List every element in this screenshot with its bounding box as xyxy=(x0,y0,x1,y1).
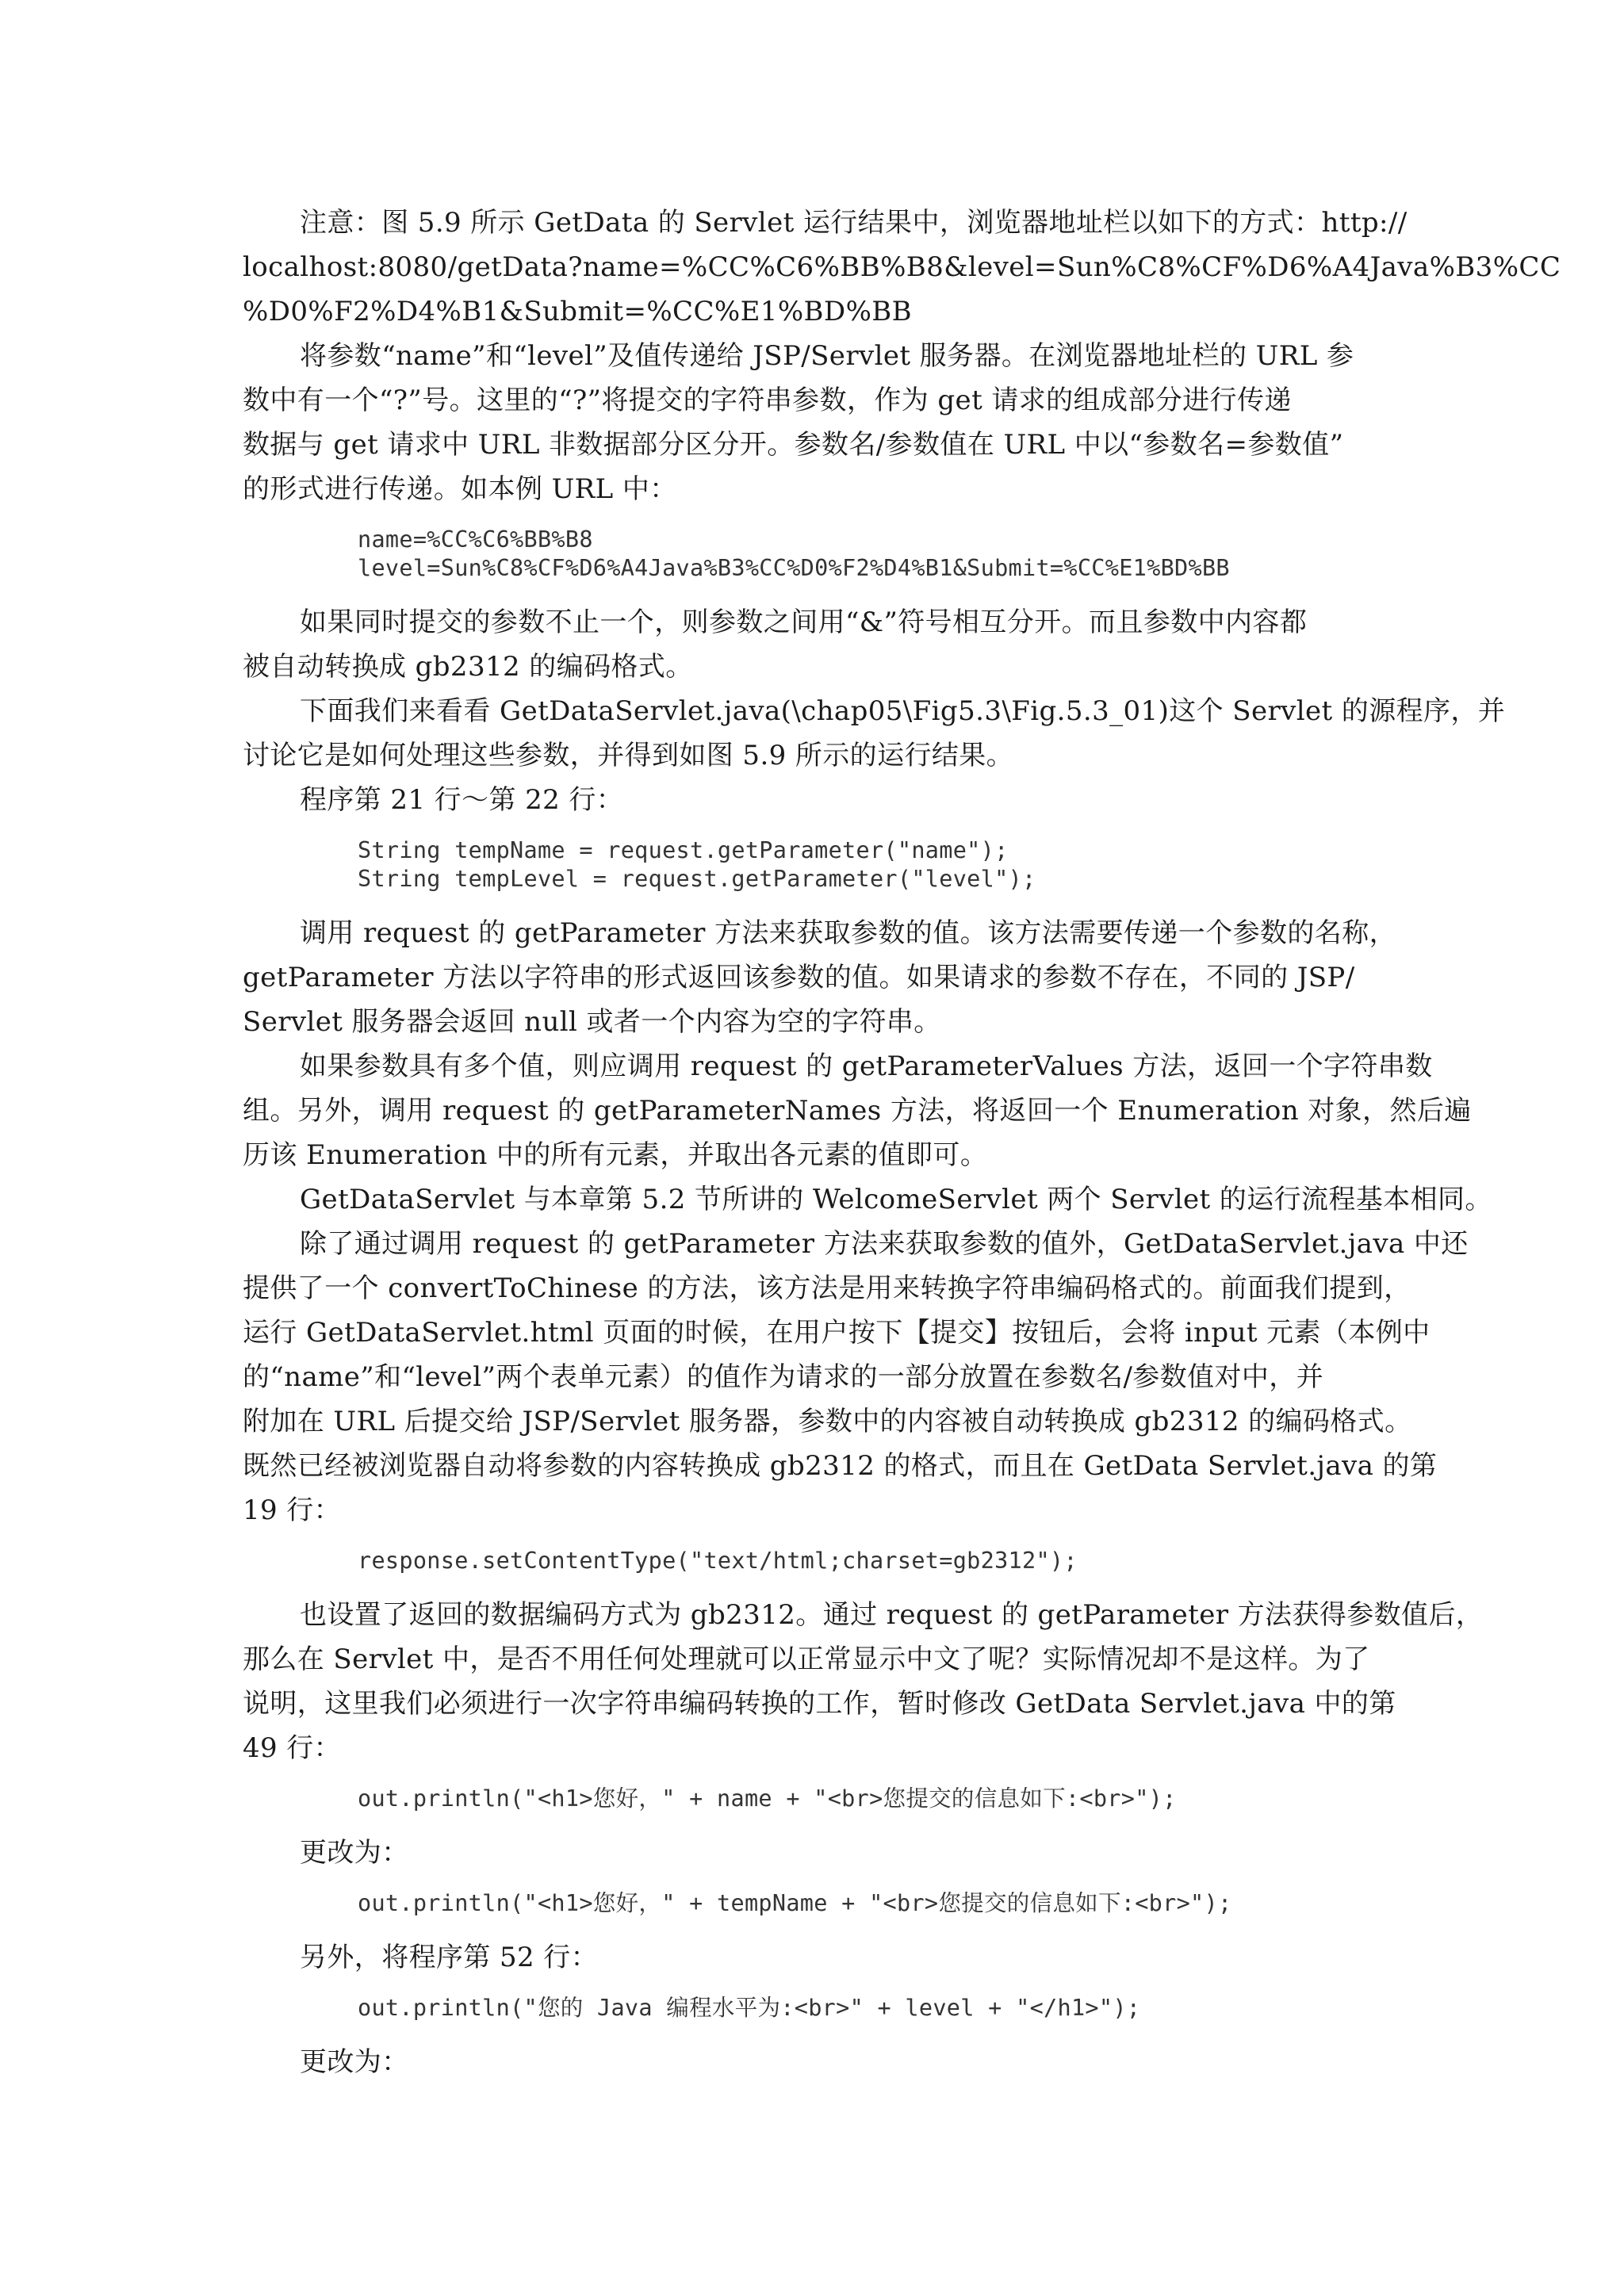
paragraph xyxy=(243,334,1396,511)
text-line: 附加在 URL 后提交给 JSP/Servlet 服务器，参数中的内容被自动转换成 gb2312 的编码格式。 xyxy=(243,1406,1412,1437)
text-line: 19 行： xyxy=(243,1494,342,1526)
text-line: 历该 Enumeration 中的所有元素，并取出各元素的值即可。 xyxy=(243,1139,988,1171)
text-line: 49 行： xyxy=(243,1732,342,1764)
text-line: 数据与 get 请求中 URL 非数据部分区分开。参数名/参数值在 URL 中以“参数名=参数值” xyxy=(243,429,1344,461)
text-line: 如果参数具有多个值，则应调用 request 的 getParameterValues 方法，返回一个字符串数 xyxy=(300,1050,1433,1082)
text-line: 更改为： xyxy=(300,1837,409,1869)
text-line: 注意：图 5.9 所示 GetData 的 Servlet 运行结果中，浏览器地址栏以如下的方式：http:// xyxy=(300,207,1408,239)
text-line: Servlet 服务器会返回 null 或者一个内容为空的字符串。 xyxy=(243,1006,941,1038)
code-block xyxy=(358,1889,1396,1918)
paragraph xyxy=(243,1044,1472,1177)
text-line: 将参数“name”和“level”及值传递给 JSP/Servlet 服务器。在浏览器地址栏的 URL 参 xyxy=(300,340,1354,372)
paragraph xyxy=(243,1177,1492,1222)
paragraph xyxy=(243,1831,1396,1875)
paragraph xyxy=(243,911,1396,1044)
paragraph xyxy=(243,201,1561,334)
text-line: %D0%F2%D4%B1&Submit=%CC%E1%BD%BB xyxy=(243,296,913,327)
page-body xyxy=(243,201,1561,2084)
text-line: GetDataServlet 与本章第 5.2 节所讲的 WelcomeServlet 两个 Servlet 的运行流程基本相同。 xyxy=(300,1184,1492,1215)
text-line: 除了通过调用 request 的 getParameter 方法来获取参数的值外，GetDataServlet.java 中还 xyxy=(300,1228,1469,1260)
text-line: 讨论它是如何处理这些参数，并得到如图 5.9 所示的运行结果。 xyxy=(243,740,1014,771)
text-line: 提供了一个 convertToChinese 的方法，该方法是用来转换字符串编码格式的。前面我们提到， xyxy=(243,1272,1411,1304)
code-block xyxy=(358,836,1396,894)
code-line: name=%CC%C6%BB%B8 xyxy=(358,526,593,553)
code-block xyxy=(358,526,1396,583)
text-line: 被自动转换成 gb2312 的编码格式。 xyxy=(243,651,693,683)
paragraph xyxy=(243,2040,1396,2084)
text-line: 如果同时提交的参数不止一个，则参数之间用“&”符号相互分开。而且参数中内容都 xyxy=(300,607,1308,638)
text-line: 数中有一个“?”号。这里的“?”将提交的字符串参数，作为 get 请求的组成部分进行传递 xyxy=(243,385,1292,416)
code-line: String tempName = request.getParameter("name"); xyxy=(358,837,1009,863)
text-line: 运行 GetDataServlet.html 页面的时候，在用户按下【提交】按钮后，会将 input 元素（本例中 xyxy=(243,1317,1431,1349)
text-line: 说明，这里我们必须进行一次字符串编码转换的工作，暂时修改 GetData Servlet.java 中的第 xyxy=(243,1688,1396,1720)
text-line: 组。另外，调用 request 的 getParameterNames 方法，将返回一个 Enumeration 对象，然后遍 xyxy=(243,1095,1472,1127)
text-line: 的“name”和“level”两个表单元素）的值作为请求的一部分放置在参数名/参数值对中，并 xyxy=(243,1361,1324,1393)
code-block xyxy=(358,1785,1396,1813)
paragraph xyxy=(243,778,1396,822)
paragraph xyxy=(243,600,1396,689)
text-line: 程序第 21 行～第 22 行： xyxy=(300,784,624,816)
code-line: out.println("<h1>您好，" + name + "<br>您提交的信息如下:<br>"); xyxy=(358,1785,1177,1812)
code-block xyxy=(358,1547,1396,1575)
code-line: response.setContentType("text/html;charset=gb2312"); xyxy=(358,1548,1078,1574)
paragraph xyxy=(243,1935,1396,1980)
text-line: 调用 request 的 getParameter 方法来获取参数的值。该方法需要传递一个参数的名称， xyxy=(300,917,1396,949)
code-line: level=Sun%C8%CF%D6%A4Java%B3%CC%D0%F2%D4%B1&Submit=%CC%E1%BD%BB xyxy=(358,555,1230,581)
text-line: 既然已经被浏览器自动将参数的内容转换成 gb2312 的格式，而且在 GetData Servlet.java 的第 xyxy=(243,1450,1438,1482)
paragraph xyxy=(243,1222,1469,1533)
code-block xyxy=(358,1994,1396,2022)
code-line: String tempLevel = request.getParameter("level"); xyxy=(358,866,1036,892)
text-line: 的形式进行传递。如本例 URL 中： xyxy=(243,473,677,505)
text-line: 另外，将程序第 52 行： xyxy=(300,1942,599,1973)
text-line: 那么在 Servlet 中，是否不用任何处理就可以正常显示中文了呢？实际情况却不是这样。为了 xyxy=(243,1644,1370,1675)
text-line: 下面我们来看看 GetDataServlet.java(\chap05\Fig5.3\Fig.5.3_01)这个 Servlet 的源程序，并 xyxy=(300,695,1506,727)
code-line: out.println("您的 Java 编程水平为:<br>" + level + "</h1>"); xyxy=(358,1995,1141,2021)
paragraph xyxy=(243,1593,1484,1770)
text-line: getParameter 方法以字符串的形式返回该参数的值。如果请求的参数不存在，不同的 JSP/ xyxy=(243,962,1355,993)
paragraph xyxy=(243,689,1506,778)
code-line: out.println("<h1>您好，" + tempName + "<br>您提交的信息如下:<br>"); xyxy=(358,1890,1232,1916)
text-line: 更改为： xyxy=(300,2046,409,2078)
text-line: 也设置了返回的数据编码方式为 gb2312。通过 request 的 getParameter 方法获得参数值后， xyxy=(300,1599,1484,1631)
text-line: localhost:8080/getData?name=%CC%C6%BB%B8&level=Sun%C8%CF%D6%A4Java%B3%CC xyxy=(243,251,1561,283)
